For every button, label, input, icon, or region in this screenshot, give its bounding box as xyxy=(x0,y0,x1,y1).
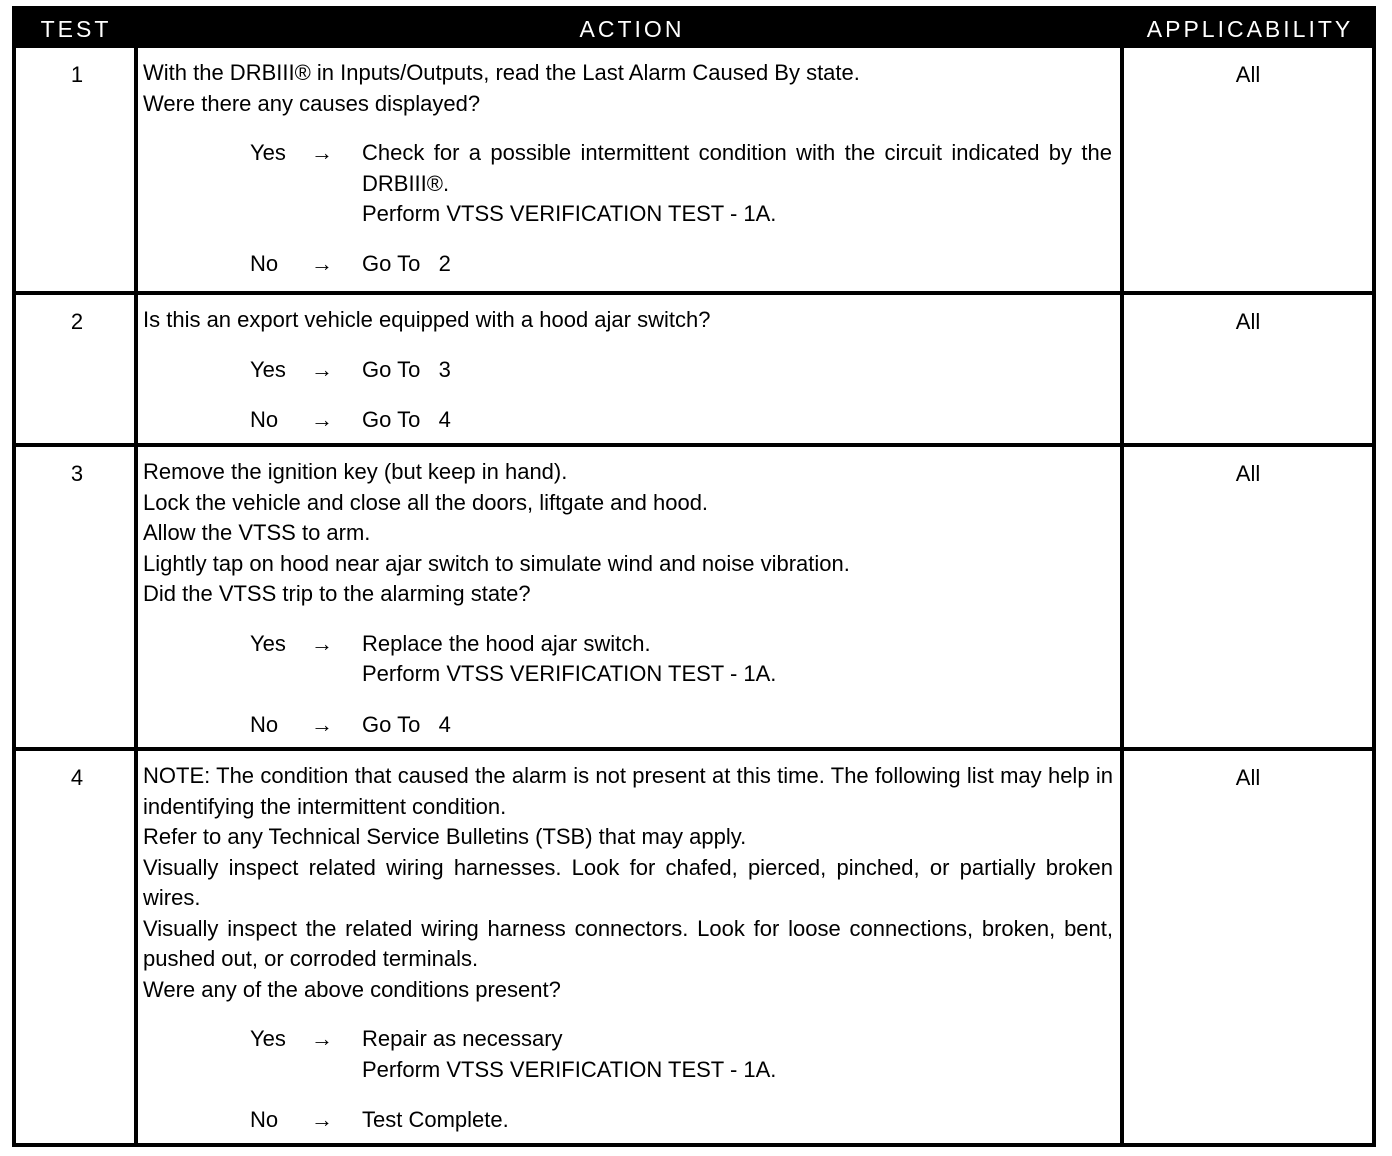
no-result: Go To 4 xyxy=(362,407,451,432)
test-number: 4 xyxy=(70,765,84,790)
yes-branch xyxy=(143,355,1113,386)
applicability-cell: All xyxy=(1235,765,1261,790)
question-line: Did the VTSS trip to the alarming state? xyxy=(143,581,531,606)
table-row-test-2 xyxy=(16,295,1372,443)
test-number: 2 xyxy=(70,309,84,334)
yes-branch xyxy=(143,138,1113,229)
table-row-test-1 xyxy=(16,48,1372,291)
no-branch xyxy=(143,405,1113,436)
result-line: Perform VTSS VERIFICATION TEST - 1A. xyxy=(362,201,777,226)
header-applicability: APPLICABILITY xyxy=(1146,16,1354,42)
arrow-icon: → xyxy=(311,407,333,432)
header-action: ACTION xyxy=(579,16,685,42)
question-line: Lock the vehicle and close all the doors, liftgate and hood. xyxy=(143,489,709,515)
table-row-test-4 xyxy=(16,751,1372,1143)
yes-result xyxy=(362,629,1112,690)
yes-result: Go To 3 xyxy=(362,356,451,382)
question-line: Is this an export vehicle equipped with a hood ajar switch? xyxy=(143,307,711,332)
no-result: Test Complete. xyxy=(362,1107,509,1132)
action-cell xyxy=(143,761,1113,1136)
question-line: Lightly tap on hood near ajar switch to simulate wind and noise vibration. xyxy=(143,550,850,576)
no-label: No xyxy=(250,407,279,432)
arrow-icon: → xyxy=(311,140,333,165)
yes-label: Yes xyxy=(250,140,286,165)
yes-label: Yes xyxy=(250,356,286,382)
question-line: Refer to any Technical Service Bulletins (TSB) that may apply. xyxy=(143,824,747,849)
table-row-test-3 xyxy=(16,447,1372,747)
arrow-icon: → xyxy=(311,630,333,656)
yes-result xyxy=(362,138,1112,230)
question-line: Were there any causes displayed? xyxy=(143,90,481,116)
question-line: Visually inspect related wiring harnesses. Look for chafed, pierced, pinched, or partially broken wires. xyxy=(143,854,1113,910)
question-line: Were any of the above conditions present? xyxy=(143,976,561,1002)
action-cell xyxy=(143,58,1113,280)
no-label: No xyxy=(250,1107,279,1132)
question-line: Remove the ignition key (but keep in hand). xyxy=(143,459,568,484)
no-result: Go To 2 xyxy=(362,251,451,276)
no-label: No xyxy=(250,251,279,276)
result-line: Replace the hood ajar switch. xyxy=(362,630,651,656)
result-line: Perform VTSS VERIFICATION TEST - 1A. xyxy=(362,661,777,686)
yes-branch xyxy=(143,629,1113,690)
question-line: With the DRBIII® in Inputs/Outputs, read the Last Alarm Caused By state. xyxy=(143,60,860,85)
applicability-cell: All xyxy=(1235,309,1261,334)
action-cell xyxy=(143,457,1113,740)
yes-result xyxy=(362,1024,1112,1085)
result-line: Repair as necessary xyxy=(362,1026,563,1051)
applicability-cell: All xyxy=(1235,461,1261,486)
action-cell xyxy=(143,305,1113,436)
no-branch xyxy=(143,249,1113,280)
question-line: Allow the VTSS to arm. xyxy=(143,520,371,545)
arrow-icon: → xyxy=(311,1107,333,1132)
test-number: 3 xyxy=(70,461,84,486)
no-result: Go To 4 xyxy=(362,711,451,737)
yes-label: Yes xyxy=(250,1026,286,1051)
arrow-icon: → xyxy=(311,1026,333,1051)
test-number: 1 xyxy=(70,62,84,87)
arrow-icon: → xyxy=(311,356,333,382)
arrow-icon: → xyxy=(311,251,333,276)
diagnostic-table xyxy=(12,6,1376,1147)
yes-branch xyxy=(143,1024,1113,1085)
question-line: Visually inspect the related wiring harness connectors. Look for loose connections, broken, bent, pushed out, or corroded terminals. xyxy=(143,915,1113,971)
no-branch xyxy=(143,710,1113,741)
no-branch xyxy=(143,1105,1113,1136)
applicability-cell: All xyxy=(1235,62,1261,87)
table-header xyxy=(16,10,1372,48)
question-line: NOTE: The condition that caused the alarm is not present at this time. The following list may help in indentifying the intermittent condition. xyxy=(143,763,1113,819)
no-label: No xyxy=(250,711,279,737)
result-line: Perform VTSS VERIFICATION TEST - 1A. xyxy=(362,1056,777,1082)
header-test: TEST xyxy=(40,16,112,42)
yes-label: Yes xyxy=(250,630,286,656)
result-line: Check for a possible intermittent condition with the circuit indicated by the DRBIII®. xyxy=(362,140,1112,196)
arrow-icon: → xyxy=(311,711,333,737)
